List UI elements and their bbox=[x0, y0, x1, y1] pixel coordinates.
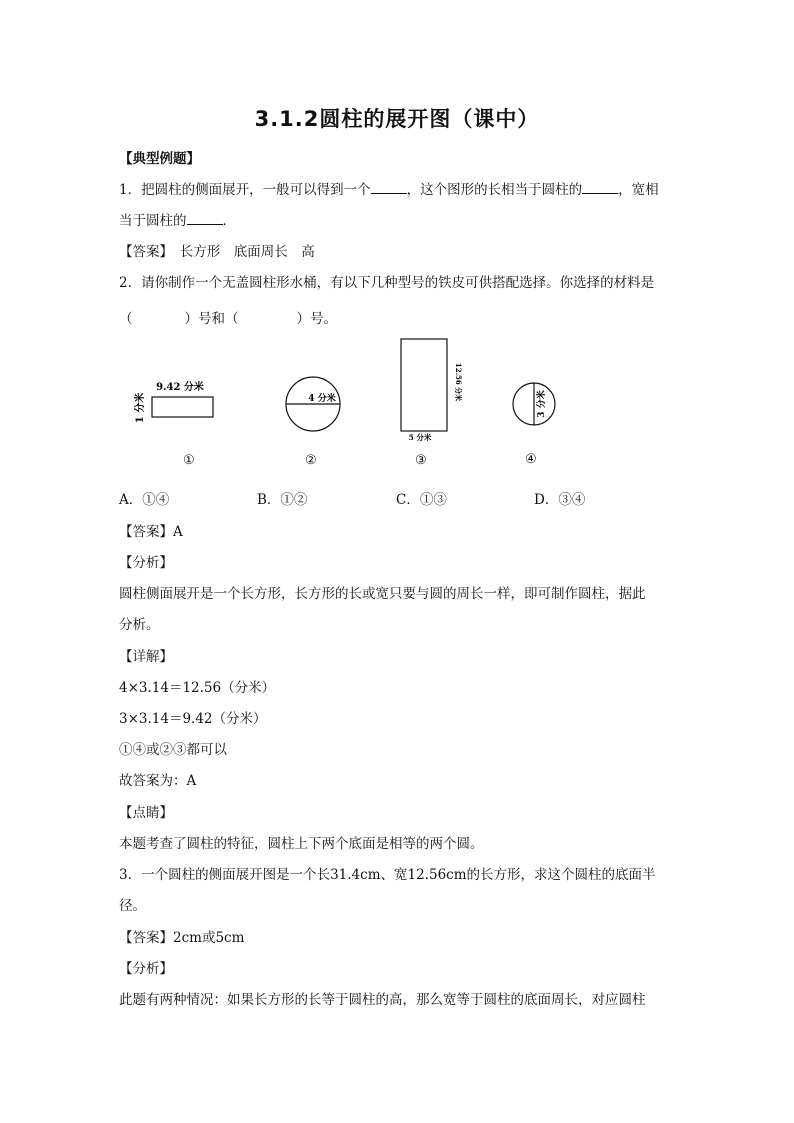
q1-line2 bbox=[119, 209, 236, 229]
q3-line1: 3．一个圆柱的侧面展开图是一个长31.4cm、宽12.56cm的长方形，求这个圆柱的底面半 bbox=[119, 867, 656, 883]
q1-text-c: ，宽相 bbox=[618, 182, 659, 198]
fig1-number: ① bbox=[183, 453, 195, 468]
fig1-top-label: 9.42 分米 bbox=[156, 382, 204, 393]
fig1-side-label: 1 分米 bbox=[135, 392, 146, 424]
fig1-rect bbox=[152, 397, 213, 417]
q2-line2 bbox=[119, 307, 337, 327]
fig3-bottom-label: 5 分米 bbox=[408, 433, 432, 442]
option-a: A．①④ bbox=[119, 492, 170, 508]
figure-3-rectangle bbox=[401, 339, 463, 442]
figure-1-rectangle bbox=[133, 380, 213, 423]
q2-paren-open-1: （ bbox=[119, 311, 133, 327]
figure-4-circle bbox=[513, 383, 555, 425]
q1-answer: 【答案】 长方形 底面周长 高 bbox=[119, 244, 315, 260]
q3-analysis-line1: 此题有两种情况：如果长方形的长等于圆柱的高，那么宽等于圆柱的底面周长，对应圆柱 bbox=[119, 992, 646, 1008]
q2-point-head: 【点睛】 bbox=[119, 805, 173, 821]
section-typical-examples: 【典型例题】 bbox=[119, 151, 200, 167]
q2-detail-line1: 4×3.14＝12.56（分米） bbox=[119, 680, 276, 696]
fig2-label: 4 分米 bbox=[308, 394, 336, 404]
q2-options bbox=[119, 488, 679, 508]
option-c: C．①③ bbox=[396, 492, 447, 508]
q2-paren-close: ）号。 bbox=[296, 311, 337, 327]
option-b: B．①② bbox=[257, 492, 308, 508]
q1-text-d: 当于圆柱的 bbox=[119, 213, 187, 229]
q1-blank-1 bbox=[371, 181, 407, 194]
q2-analysis-line2: 分析。 bbox=[119, 617, 160, 633]
option-d: D．③④ bbox=[534, 492, 586, 508]
q1-text-a: 1．把圆柱的侧面展开，一般可以得到一个 bbox=[119, 182, 371, 198]
q2-line1: 2．请你制作一个无盖圆柱形水桶，有以下几种型号的铁皮可供搭配选择。你选择的材料是 bbox=[119, 275, 655, 291]
figure-2-circle bbox=[286, 377, 340, 431]
q2-analysis-line1: 圆柱侧面展开是一个长方形，长方形的长或宽只要与圆的周长一样，即可制作圆柱，据此 bbox=[119, 586, 646, 602]
q2-detail-line2: 3×3.14＝9.42（分米） bbox=[119, 711, 267, 727]
q3-analysis-head: 【分析】 bbox=[119, 961, 173, 977]
fig3-side-label: 12.56 分米 bbox=[454, 362, 463, 402]
q1-blank-2 bbox=[582, 181, 618, 194]
q2-detail-line4: 故答案为：A bbox=[119, 773, 197, 789]
fig3-rect bbox=[401, 339, 447, 431]
q1-text-b: ，这个图形的长相当于圆柱的 bbox=[406, 182, 583, 198]
fig2-number: ② bbox=[305, 453, 317, 468]
q3-answer: 【答案】2cm或5cm bbox=[119, 930, 245, 946]
q2-detail-head: 【详解】 bbox=[119, 649, 173, 665]
q2-analysis-head: 【分析】 bbox=[119, 555, 173, 571]
q1-text-e: ． bbox=[222, 213, 236, 229]
fig3-number: ③ bbox=[415, 453, 427, 468]
q2-paren-mid: ）号和（ bbox=[184, 311, 239, 327]
q2-point-line: 本题考查了圆柱的特征，圆柱上下两个底面是相等的两个圆。 bbox=[119, 836, 484, 852]
q2-answer: 【答案】A bbox=[119, 524, 183, 540]
q3-line2: 径。 bbox=[119, 898, 146, 914]
q2-detail-line3: ①④或②③都可以 bbox=[119, 742, 227, 758]
q1-blank-3 bbox=[187, 212, 223, 225]
fig4-label: 3 分米 bbox=[537, 390, 547, 418]
fig4-number: ④ bbox=[525, 452, 537, 467]
q2-figures bbox=[0, 330, 794, 480]
q1-line1 bbox=[119, 178, 659, 198]
page-title: 3.1.2圆柱的展开图（课中） bbox=[254, 107, 540, 131]
